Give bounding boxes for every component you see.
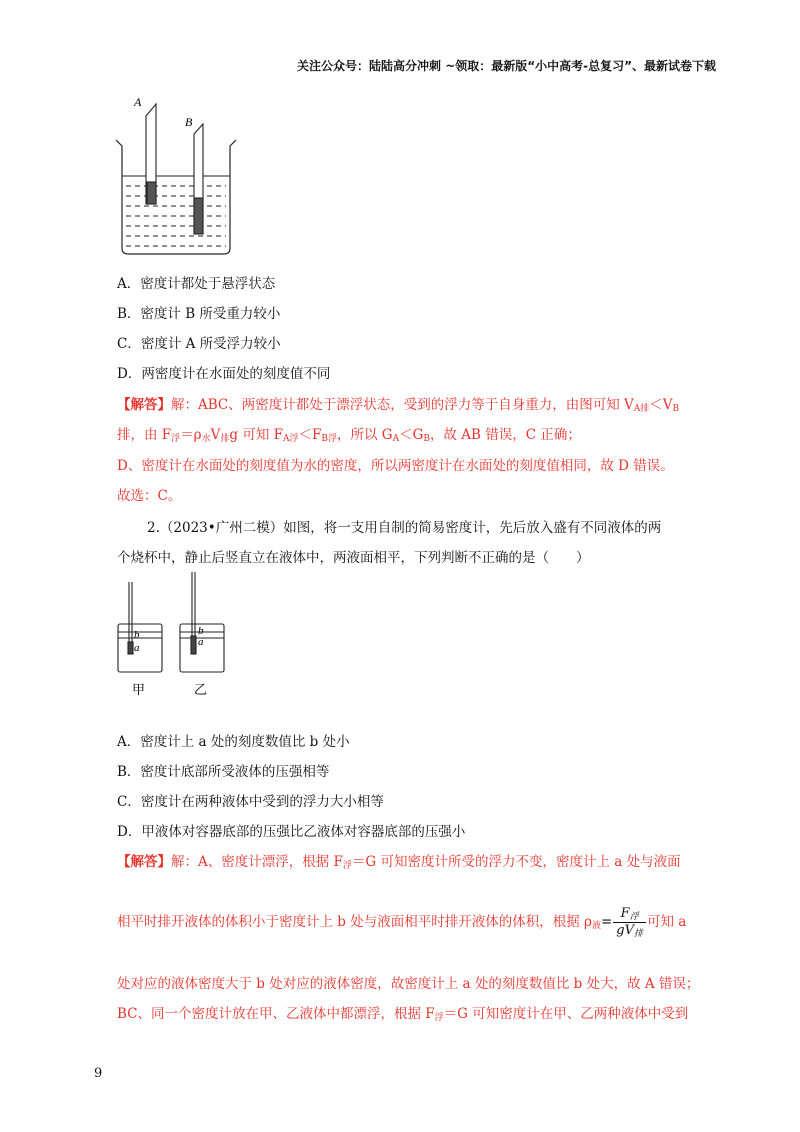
q2-answer-line2: 相平时排开液体的体积小于密度计上 b 处与液面相平时排开液体的体积，根据 $\rho_液=$ $\frac{F_浮}{gV_排}$ 可知 a xyxy=(117,906,687,939)
label-jia: 甲 xyxy=(132,683,146,698)
q2-option-d: D．甲液体对容器底部的压强比乙液体对容器底部的压强小 xyxy=(117,824,466,840)
q1-answer-line1: 【解答】解：ABC、两密度计都处于漂浮状态，受到的浮力等于自身重力，由图可知 $V_{A排}<V_B$ xyxy=(117,397,680,414)
q1-option-c: C．密度计 A 所受浮力较小 xyxy=(117,336,281,352)
q2-option-a: A．密度计上 a 处的刻度数值比 b 处小 xyxy=(117,734,350,750)
beaker-yi xyxy=(180,572,224,672)
page-number: 9 xyxy=(94,1066,103,1081)
label-b: B xyxy=(185,115,193,129)
figure-beaker-two-hydrometers xyxy=(112,92,242,262)
yi-label-b: b xyxy=(198,625,204,637)
q1-answer-line2: 排，由 $F_浮=\rho_水V_排g$ 可知 $F_{A浮}<F_{B浮}$，所以 $G_A<G_B$，故 AB 错误，C 正确； xyxy=(117,427,581,444)
jia-label-b: b xyxy=(134,629,140,641)
q1-answer-line3: D、密度计在水面处的刻度值为水的密度，所以两密度计在水面处的刻度值相同，故 D 错误。 xyxy=(117,458,674,474)
beaker-outline xyxy=(116,140,236,254)
q2-option-c: C．密度计在两种液体中受到的浮力大小相等 xyxy=(117,794,384,810)
q2-option-b: B．密度计底部所受液体的压强相等 xyxy=(117,764,330,780)
q1-option-b: B．密度计 B 所受重力较小 xyxy=(117,306,281,322)
q2-stem-line2: 个烧杯中，静止后竖直立在液体中，两液面相平，下列判断不正确的是（ ） xyxy=(117,550,590,566)
density-formula-fraction: $\frac{F_浮}{gV_排}$ xyxy=(613,906,646,939)
q1-answer-line4: 故选：C。 xyxy=(117,488,182,504)
q2-stem-line1: 2.（2023•广州二模）如图，将一支用自制的简易密度计，先后放入盛有不同液体的两 xyxy=(147,520,662,536)
hydrometer-a xyxy=(146,104,156,204)
q1-option-d: D．两密度计在水面处的刻度值不同 xyxy=(117,366,331,382)
q2-answer-line1: 【解答】解：A、密度计漂浮，根据 $F_浮=G$ 可知密度计所受的浮力不变，密度计上 a 处与液面 xyxy=(117,854,681,871)
yi-label-a: a xyxy=(198,636,204,648)
liquid-hatching xyxy=(122,176,230,246)
label-a: A xyxy=(134,95,142,109)
q1-option-a: A．密度计都处于悬浮状态 xyxy=(117,276,276,292)
q2-answer-line3: 处对应的液体密度大于 b 处对应的液体密度，故密度计上 a 处的刻度数值比 b 处大，故 A 错误； xyxy=(117,976,700,992)
q2-answer-line4: BC、同一个密度计放在甲、乙液体中都漂浮，根据 $F_浮=G$ 可知密度计在甲、乙两种液体中受到 xyxy=(117,1006,689,1023)
figure-two-beakers xyxy=(112,568,238,698)
jia-label-a: a xyxy=(134,642,140,654)
page-header: 关注公众号：陆陆高分冲刺 ~领取：最新版“小中高考-总复习”、最新试卷下载 xyxy=(297,59,716,73)
hydrometer-b xyxy=(194,124,203,234)
beaker-jia xyxy=(118,582,162,672)
label-yi: 乙 xyxy=(194,683,208,698)
